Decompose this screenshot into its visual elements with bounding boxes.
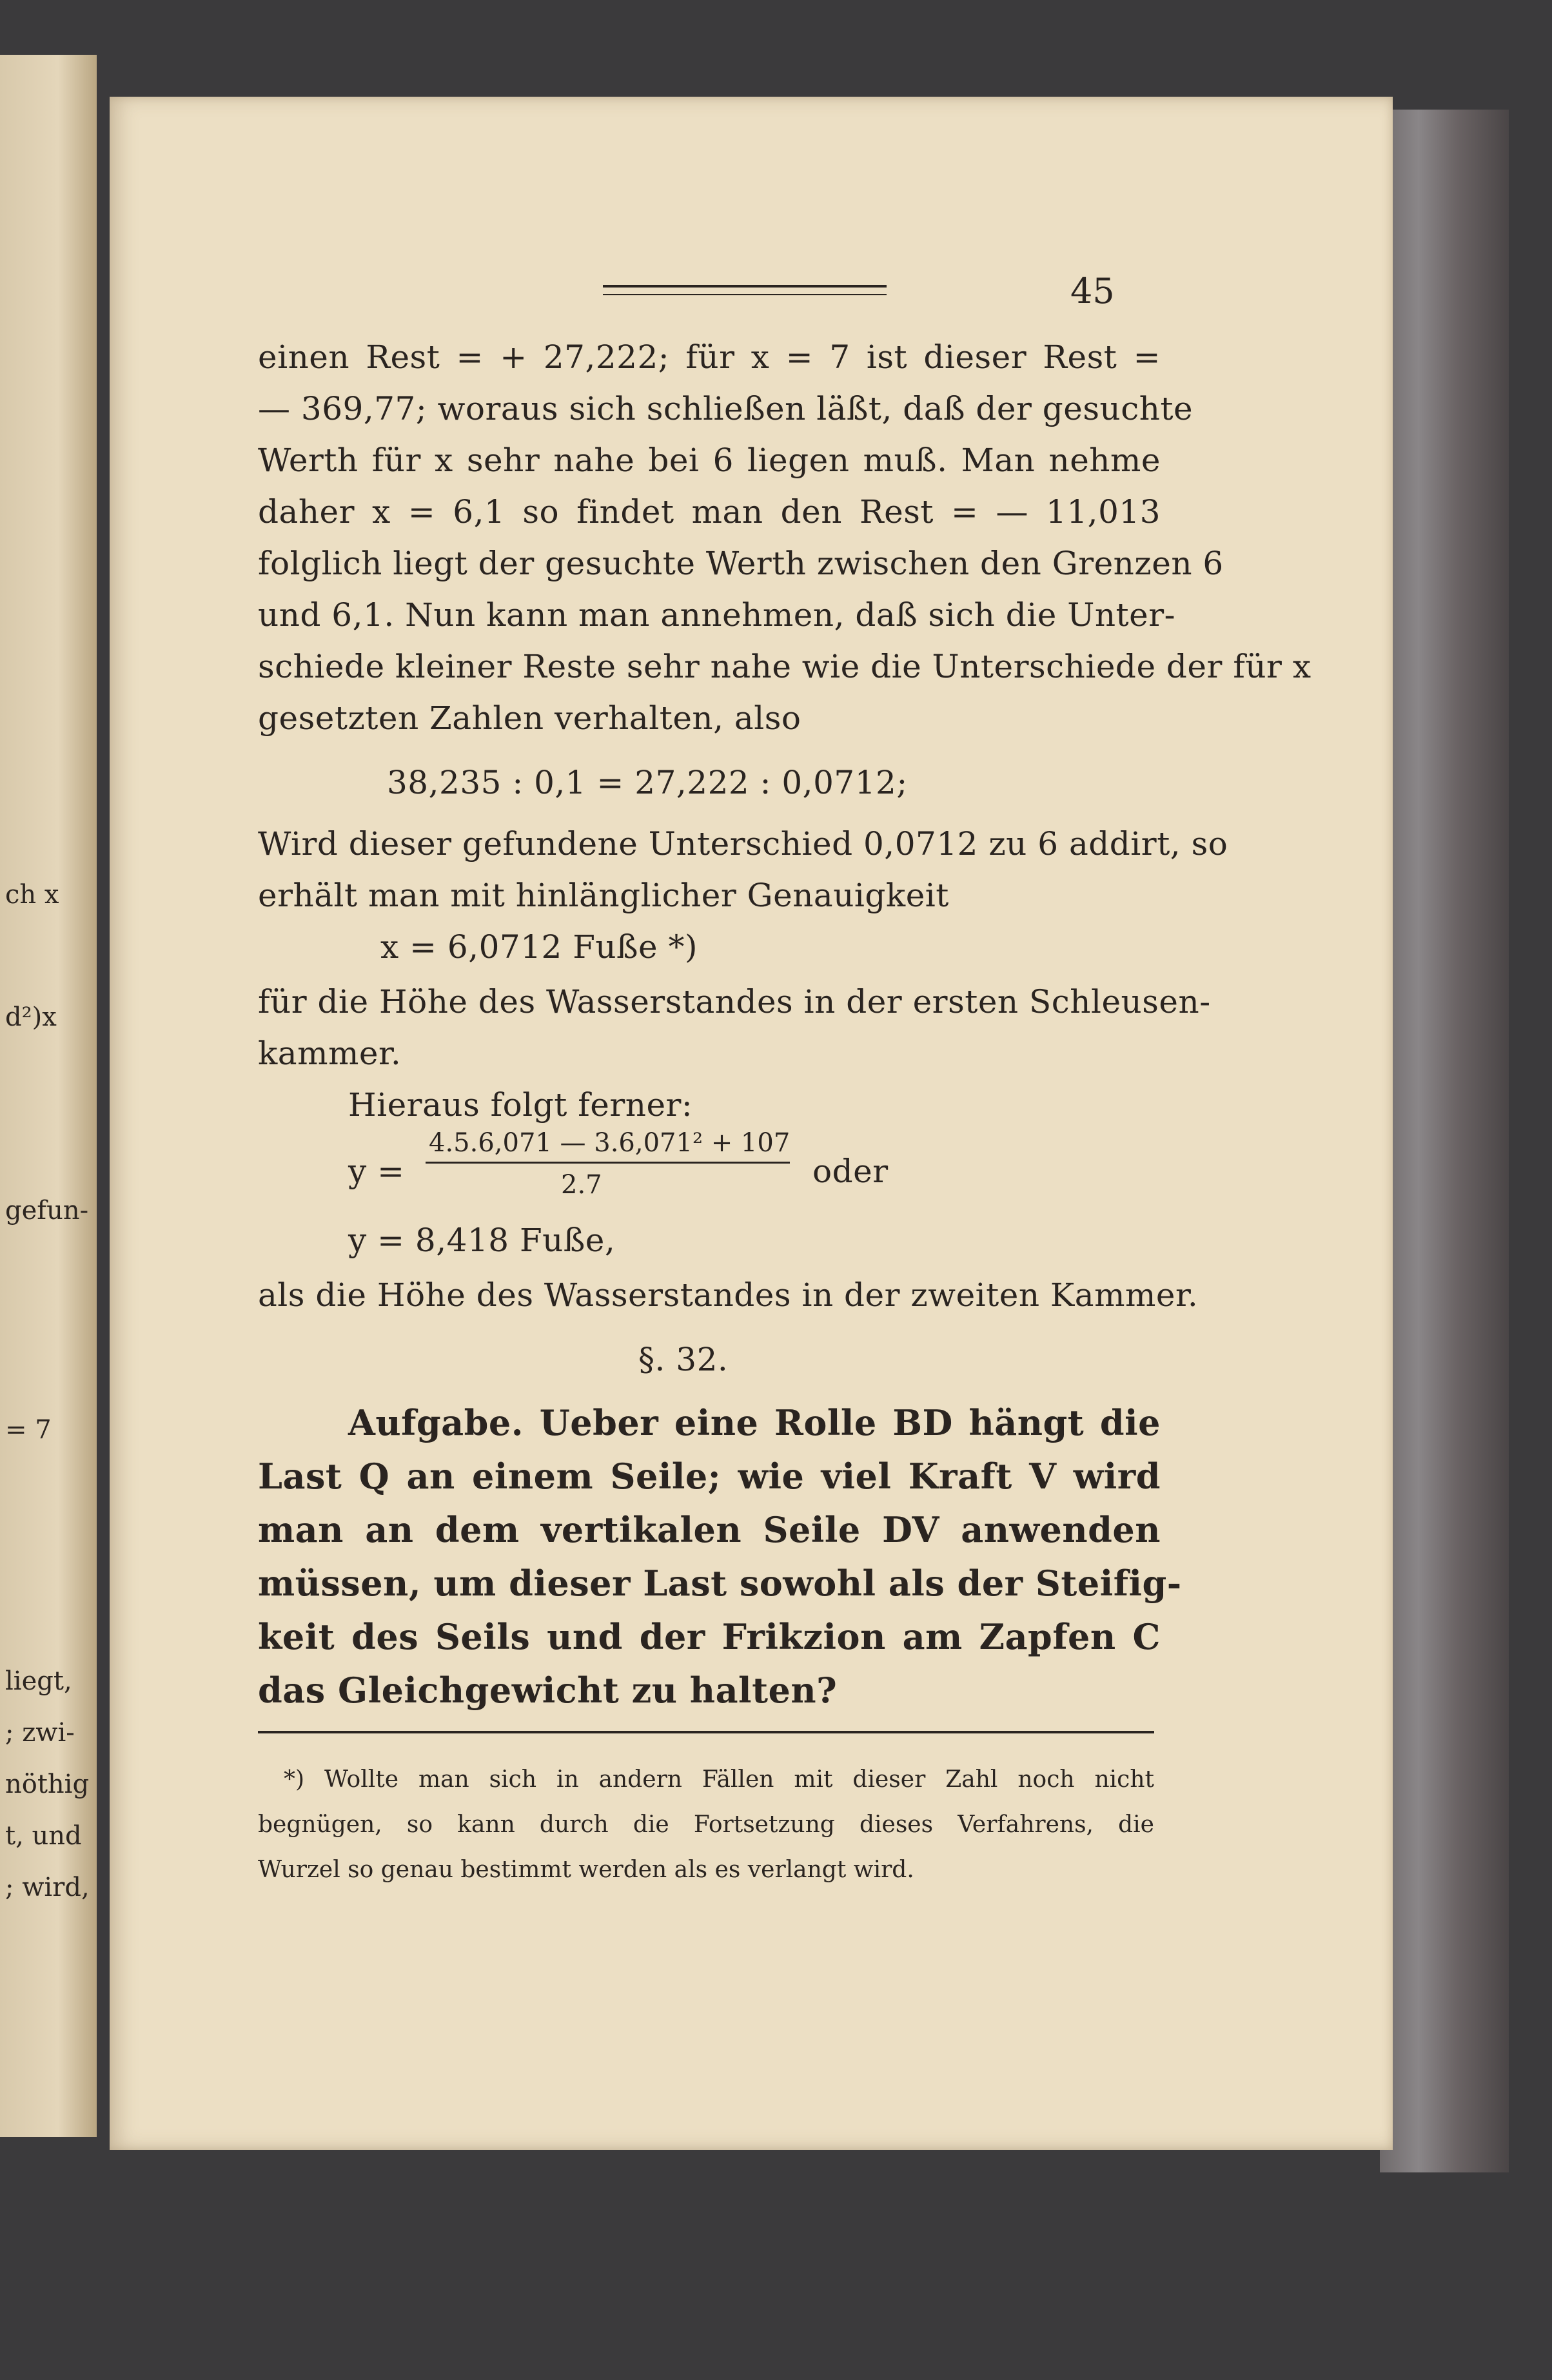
fraction-denominator: 2.7 [561, 1170, 602, 1200]
text-line: kammer. [258, 1035, 402, 1072]
text-line: und 6,1. Nun kann man annehmen, daß sich die Unter- [258, 596, 1176, 634]
text-line: Wird dieser gefundene Unterschied 0,0712 zu 6 addirt, so [258, 825, 1228, 863]
text-line: Werth für x sehr nahe bei 6 liegen muß. Man nehme [258, 442, 1161, 479]
problem-line: man an dem vertikalen Seile DV anwenden [258, 1509, 1161, 1550]
left-page-edge [0, 55, 97, 2137]
left-fragment: ; zwi- [5, 1718, 75, 1748]
footnote-line: *) Wollte man sich in andern Fällen mit dieser Zahl noch nicht [284, 1766, 1154, 1793]
problem-line: das Gleichgewicht zu halten? [258, 1670, 838, 1711]
text-line: — 369,77; woraus sich schließen läßt, daß der gesuchte [258, 390, 1193, 427]
left-fragment: = 7 [5, 1415, 52, 1445]
text-line: als die Höhe des Wasserstandes in der zweiten Kammer. [258, 1276, 1199, 1314]
equation-y-suffix: oder [812, 1153, 889, 1190]
left-fragment: t, und [5, 1821, 82, 1851]
left-fragment: d²)x [5, 1002, 57, 1032]
text-line: Hieraus folgt ferner: [348, 1086, 693, 1124]
problem-line: müssen, um dieser Last sowohl als der Steifig- [258, 1563, 1182, 1604]
header-rule [603, 285, 887, 295]
footnote-rule [258, 1731, 1154, 1733]
left-fragment: nöthig [5, 1770, 90, 1799]
text-line: für die Höhe des Wasserstandes in der ersten Schleusen- [258, 983, 1211, 1020]
left-fragment: ; wird, [5, 1873, 90, 1902]
problem-line: Aufgabe. Ueber eine Rolle BD hängt die [348, 1402, 1161, 1443]
section-heading: §. 32. [638, 1341, 729, 1378]
left-fragment: liegt, [5, 1666, 72, 1696]
page-number: 45 [1070, 271, 1115, 311]
left-fragment: ch x [5, 880, 59, 910]
equation-y-lhs: y = [348, 1153, 405, 1190]
footnote-line: begnügen, so kann durch die Fortsetzung dieses Verfahrens, die [258, 1811, 1154, 1838]
footnote-line: Wurzel so genau bestimmt werden als es verlangt wird. [258, 1857, 914, 1883]
left-fragment: gefun- [5, 1196, 89, 1225]
equation-proportion: 38,235 : 0,1 = 27,222 : 0,0712; [387, 764, 908, 801]
text-line: daher x = 6,1 so findet man den Rest = — 11,013 [258, 493, 1161, 531]
text-line: schiede kleiner Reste sehr nahe wie die Unterschiede der für x [258, 648, 1311, 685]
fraction-bar [426, 1162, 790, 1164]
text-line: gesetzten Zahlen verhalten, also [258, 699, 801, 737]
text-line: erhält man mit hinlänglicher Genauigkeit [258, 877, 949, 914]
equation-y-value: y = 8,418 Fuße, [348, 1222, 616, 1259]
equation-x: x = 6,0712 Fuße *) [380, 928, 698, 966]
problem-line: Last Q an einem Seile; wie viel Kraft V wird [258, 1456, 1161, 1497]
book-page [110, 97, 1393, 2150]
problem-line: keit des Seils und der Frikzion am Zapfen C [258, 1616, 1161, 1657]
book-cover-marbled [1380, 110, 1509, 2172]
fraction-numerator: 4.5.6,071 — 3.6,071² + 107 [429, 1128, 791, 1158]
text-line: folglich liegt der gesuchte Werth zwischen den Grenzen 6 [258, 545, 1224, 582]
text-line: einen Rest = + 27,222; für x = 7 ist dieser Rest = [258, 338, 1161, 376]
